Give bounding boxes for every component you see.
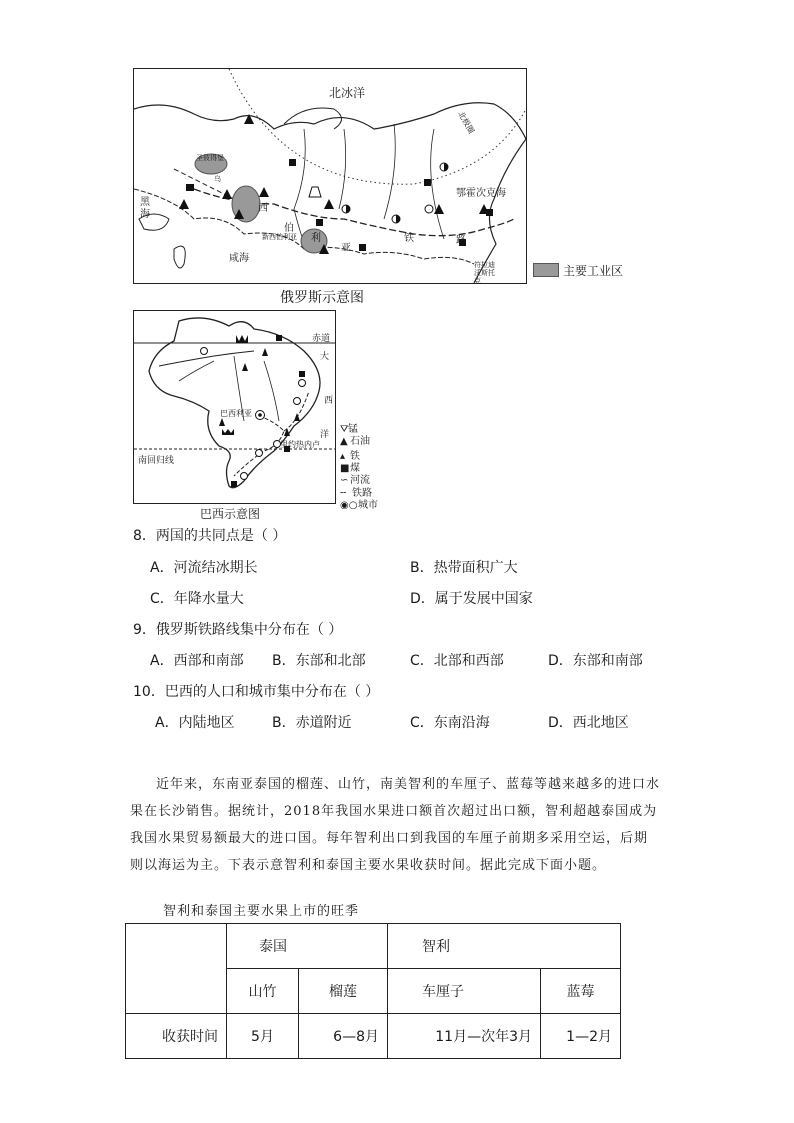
legend-city: ◉○城市 — [340, 500, 378, 511]
black-sea-label: 黑海 — [140, 197, 150, 220]
arctic-circle-label: 北极圈 — [456, 109, 476, 136]
legend-river: ∽ 河流 — [340, 475, 370, 486]
russia-map — [133, 68, 527, 284]
question-8-option-d[interactable]: D．属于发展中国家 — [410, 591, 533, 607]
ural-label: 乌 — [214, 175, 221, 183]
brazil-map-drawing — [134, 311, 335, 503]
equator-label: 赤道 — [312, 334, 331, 344]
question-10-option-c[interactable]: C．东南沿海 — [410, 715, 490, 731]
railway-icon: ╌ — [340, 488, 347, 499]
russia-li-label: 利 — [311, 233, 321, 244]
question-10-stem: 10．巴西的人口和城市集中分布在（ ） — [133, 684, 380, 700]
oil-icon: ▲ — [340, 436, 348, 447]
atlantic-yang-label: 洋 — [320, 430, 330, 440]
question-8-stem: 8．两国的共同点是（ ） — [133, 528, 287, 544]
question-8-option-b[interactable]: B．热带面积广大 — [410, 560, 518, 576]
coal-icon: ■ — [340, 463, 350, 474]
russia-west-label: 西 — [258, 203, 268, 214]
river-icon: ∽ — [340, 475, 349, 486]
question-9-option-b[interactable]: B．东部和北部 — [272, 653, 366, 669]
brasilia-label: 巴西利亚 — [220, 409, 252, 418]
iron-icon: ▴ — [340, 451, 346, 462]
brazil-map — [133, 310, 336, 504]
russia-ya-label: 亚 — [341, 243, 351, 254]
question-9-option-a[interactable]: A．西部和南部 — [150, 653, 244, 669]
novosibirsk-label: 新西伯利亚 — [262, 233, 297, 241]
question-10-option-b[interactable]: B．赤道附近 — [272, 715, 352, 731]
chile-header: 智利 — [388, 924, 621, 969]
tropic-label: 南回归线 — [138, 456, 175, 466]
russia-map-caption: 俄罗斯示意图 — [280, 290, 364, 306]
question-8-option-c[interactable]: C．年降水量大 — [150, 591, 244, 607]
arctic-ocean-label: 北冰洋 — [329, 86, 366, 100]
russia-map-drawing — [134, 69, 526, 283]
fruit-blueberry: 蓝莓 — [541, 969, 621, 1014]
legend-oil: ▲ 石油 — [340, 436, 370, 447]
russia-bo-label: 伯 — [284, 223, 294, 234]
brazil-legend — [340, 420, 400, 510]
question-9-option-c[interactable]: C．北部和西部 — [410, 653, 504, 669]
russia-lu-label: 路 — [456, 235, 466, 246]
aral-sea-label: 咸海 — [229, 253, 249, 264]
question-9-option-d[interactable]: D．东部和南部 — [548, 653, 643, 669]
rio-label: 里约热内卢 — [280, 440, 320, 449]
legend-coal: ■煤 — [340, 463, 360, 474]
passage-text: 近年来，东南亚泰国的榴莲、山竹，南美智利的车厘子、蓝莓等越来越多的进口水果在长沙销售。据统计，2018年我国水果进口额首次超过出口额，智利超越泰国成为我国水果贸易额最大的进口国。每年智利出口到我国的车厘子前期多采用空运，后期则以海运为主。下表示意智利和泰国主要水果收获时间。据此完成下面小题。 — [130, 777, 661, 873]
okhotsk-sea-label: 鄂霍次克海 — [456, 188, 506, 199]
question-10-option-d[interactable]: D．西北地区 — [548, 715, 629, 731]
city-icon: ◉○ — [340, 500, 358, 511]
industrial-zone-swatch — [533, 263, 559, 277]
legend-manganese: ⛛锰 — [340, 424, 358, 435]
vladivostok-label: 符拉迪沃斯托克 — [474, 261, 495, 285]
fruit-durian: 榴莲 — [299, 969, 388, 1014]
atlantic-xi-label: 西 — [324, 396, 334, 406]
legend-railway: ╌ 铁路 — [340, 488, 372, 499]
harvest-durian: 6—8月 — [299, 1014, 388, 1059]
fruit-mangosteen: 山竹 — [227, 969, 299, 1014]
harvest-time-label: 收获时间 — [126, 1014, 227, 1059]
brazil-map-caption: 巴西示意图 — [200, 507, 261, 521]
industrial-zone-label: 主要工业区 — [563, 264, 624, 278]
fruit-cherry: 车厘子 — [388, 969, 541, 1014]
harvest-mangosteen: 5月 — [227, 1014, 299, 1059]
question-8-option-a[interactable]: A．河流结冰期长 — [150, 560, 258, 576]
table-corner-cell — [126, 924, 227, 1014]
question-9-stem: 9．俄罗斯铁路线集中分布在（ ） — [133, 622, 343, 638]
atlantic-da-label: 大 — [320, 352, 330, 362]
thailand-header: 泰国 — [227, 924, 388, 969]
harvest-cherry: 11月—次年3月 — [388, 1014, 541, 1059]
harvest-blueberry: 1—2月 — [541, 1014, 621, 1059]
manganese-icon: ⛛ — [340, 424, 349, 435]
legend-iron: ▴ 铁 — [340, 451, 360, 462]
spb-label: 圣彼得堡 — [196, 154, 224, 162]
table-caption: 智利和泰国主要水果上市的旺季 — [163, 904, 360, 919]
fruit-harvest-table — [125, 923, 621, 1059]
russia-tie-label: 铁 — [404, 233, 414, 244]
question-10-option-a[interactable]: A．内陆地区 — [155, 715, 235, 731]
